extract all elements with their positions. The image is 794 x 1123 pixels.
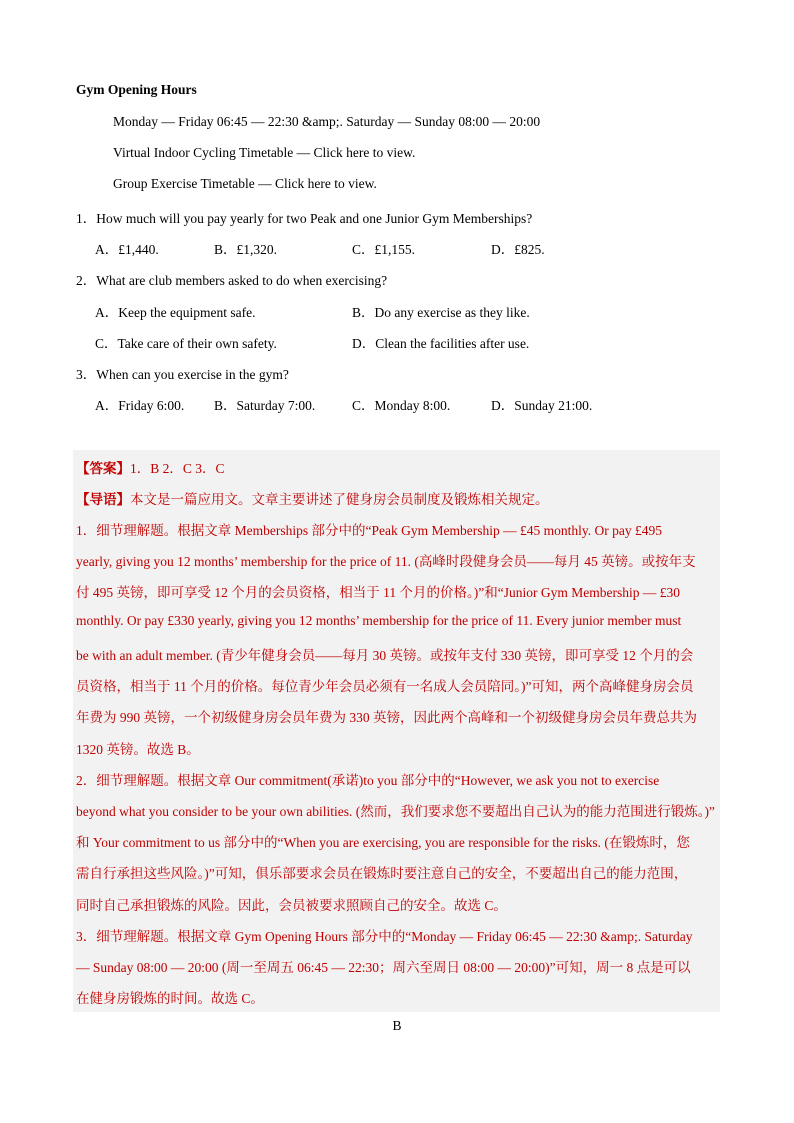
question-1-option-b: B．£1,320.	[214, 242, 278, 257]
question-3-option-c: C．Monday 8:00.	[352, 398, 451, 413]
explanation-line: 员资格，相当于 11 个月的价格。每位青少年会员必须有一名成人会员陪同。)”可知，两个高峰健身房会员	[76, 679, 694, 694]
explanation-line: be with an adult member. (青少年健身会员——每月 30 英镑。或按年支付 330 英镑，即可享受 12 个月的会	[76, 648, 694, 663]
group-exercise-timetable-line: Group Exercise Timetable — Click here to view.	[113, 176, 377, 191]
explanation-line: 年费为 990 英镑，一个初级健身房会员年费为 330 英镑，因此两个高峰和一个初级健身房会员年费总共为	[76, 710, 697, 725]
explanation-line: 1．细节理解题。根据文章 Memberships 部分中的“Peak Gym Membership — £45 monthly. Or pay £495	[76, 523, 662, 538]
question-3-option-d: D．Sunday 21:00.	[491, 398, 593, 413]
explanation-line: 和 Your commitment to us 部分中的“When you are exercising, you are responsible for the risks. (在锻炼时，您	[76, 835, 690, 850]
question-3-option-a: A．Friday 6:00.	[95, 398, 185, 413]
question-1-option-a: A．£1,440.	[95, 242, 159, 257]
explanation-line: 2．细节理解题。根据文章 Our commitment(承诺)to you 部分中的“However, we ask you not to exercise	[76, 773, 660, 788]
guide-line	[76, 488, 549, 508]
question-3-stem: 3．When can you exercise in the gym?	[76, 367, 289, 382]
question-1-option-c: C．£1,155.	[352, 242, 416, 257]
explanation-line: 需自行承担这些风险。)”可知，俱乐部要求会员在锻炼时要注意自己的安全，不要超出自己的能力范围，	[76, 866, 688, 881]
cycling-timetable-line: Virtual Indoor Cycling Timetable — Click here to view.	[113, 145, 416, 160]
explanation-line: 付 495 英镑，即可享受 12 个月的会员资格，相当于 11 个月的价格。)”和“Junior Gym Membership — £30	[76, 585, 680, 600]
explanation-line: 在健身房锻炼的时间。故选 C。	[76, 991, 264, 1006]
question-3-option-b: B．Saturday 7:00.	[214, 398, 316, 413]
question-2-stem: 2．What are club members asked to do when exercising?	[76, 273, 388, 288]
question-1-option-d: D．£825.	[491, 242, 545, 257]
answer-keys: 1．B 2．C 3．C	[130, 461, 225, 476]
page-footer: B	[392, 1018, 402, 1033]
guide-text: 本文是一篇应用文。文章主要讲述了健身房会员制度及锻炼相关规定。	[130, 492, 549, 507]
opening-hours-line: Monday — Friday 06:45 — 22:30 &amp;. Saturday — Sunday 08:00 — 20:00	[113, 114, 541, 129]
explanation-line: — Sunday 08:00 — 20:00 (周一至周五 06:45 — 22:30；周六至周日 08:00 — 20:00)”可知，周一 8 点是可以	[76, 960, 691, 975]
question-2-option-a: A．Keep the equipment safe.	[95, 305, 256, 320]
question-2-option-b: B．Do any exercise as they like.	[352, 305, 530, 320]
question-1-stem: 1．How much will you pay yearly for two Peak and one Junior Gym Memberships?	[76, 211, 533, 226]
explanation-line: 1320 英镑。故选 B。	[76, 742, 200, 757]
answer-keys-line	[76, 457, 225, 477]
explanation-line: yearly, giving you 12 months’ membership for the price of 11. (高峰时段健身会员——每月 45 英镑。或按年支	[76, 554, 696, 569]
guide-tag: 【导语】	[76, 492, 130, 507]
explanation-line: monthly. Or pay £330 yearly, giving you 12 months’ membership for the price of 11. Every junior member must	[76, 613, 682, 628]
question-2-option-d: D．Clean the facilities after use.	[352, 336, 530, 351]
explanation-line: 同时自己承担锻炼的风险。因此，会员被要求照顾自己的安全。故选 C。	[76, 898, 507, 913]
explanation-line: beyond what you consider to be your own abilities. (然而，我们要求您不要超出自己认为的能力范围进行锻炼。)”	[76, 804, 715, 819]
answer-tag: 【答案】	[76, 461, 130, 476]
explanation-line: 3．细节理解题。根据文章 Gym Opening Hours 部分中的“Monday — Friday 06:45 — 22:30 &amp;. Saturday	[76, 929, 693, 944]
question-2-option-c: C．Take care of their own safety.	[95, 336, 277, 351]
opening-hours-heading: Gym Opening Hours	[76, 82, 197, 97]
